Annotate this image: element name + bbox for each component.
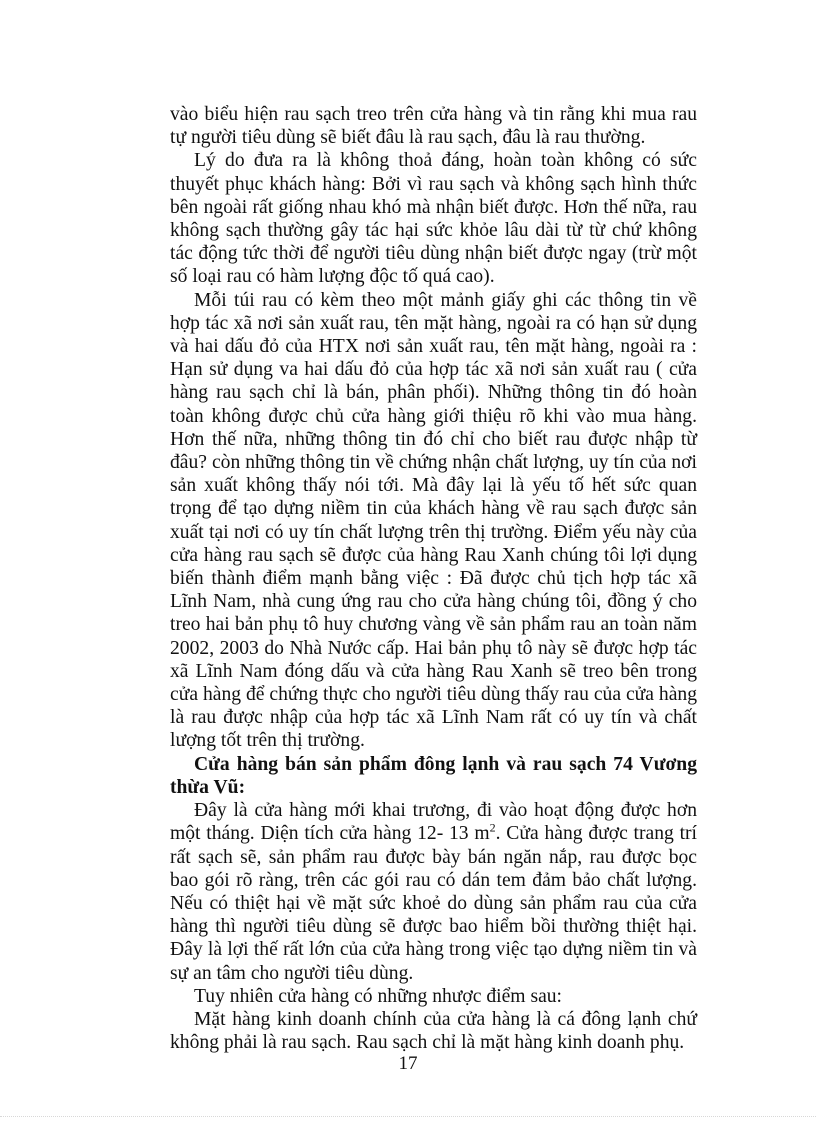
body-paragraph: Mặt hàng kinh doanh chính của cửa hàng là cá đông lạnh chứ không phải là rau sạch. Rau sạch chỉ là mặt hàng kinh doanh phụ. [170, 1008, 697, 1054]
paragraph-text-after-superscript: . Cửa hàng được trang trí rất sạch sẽ, sản phẩm rau được bày bán ngăn nắp, rau được bọc bao gói rõ ràng, trên các gói rau có dán tem đảm bảo chất lượng. Nếu có thiệt hại về mặt sức khoẻ do dùng sản phẩm rau của cửa hàng thì người tiêu dùng sẽ được bao hiểm bồi thường thiệt hại. Đây là lợi thế rất lớn của cửa hàng trong việc tạo dựng niềm tin và sự an tâm cho người tiêu dùng. [170, 823, 698, 984]
area-superscript: 2 [489, 820, 496, 835]
body-paragraph-continuation: vào biểu hiện rau sạch treo trên cửa hàng và tin rằng khi mua rau tự người tiêu dùng sẽ biết đâu là rau sạch, đâu là rau thường. [170, 104, 697, 149]
section-heading: Cửa hàng bán sản phẩm đông lạnh và rau sạch 74 Vương thừa Vũ: [170, 753, 697, 798]
paragraph-text-before-superscript: Đây là cửa hàng mới khai trương, đi vào hoạt động được hơn một tháng. Diện tích cửa hàng 12- 13 m [170, 800, 697, 845]
body-paragraph-weakness-intro: Tuy nhiên cửa hàng có những nhược điểm sau: [194, 985, 563, 1007]
body-paragraph-store-description [170, 799, 697, 985]
page-body [170, 103, 697, 1054]
body-paragraph: Lý do đưa ra là không thoả đáng, hoàn toàn không có sức thuyết phục khách hàng: Bởi vì rau sạch và không sạch hình thức bên ngoài rất giống nhau khó mà nhận biết được. Hơn thế nữa, rau không sạch thường gây tác hại sức khỏe lâu dài từ từ chứ không tác động tức thời để người tiêu dùng nhận biết được ngay (trừ một số loại rau có hàm lượng độc tố quá cao). [170, 150, 697, 288]
body-paragraph: Mỗi túi rau có kèm theo một mảnh giấy ghi các thông tin về hợp tác xã nơi sản xuất rau, tên mặt hàng, ngoài ra có hạn sử dụng và hai dấu đỏ của HTX nơi sản xuất rau, tên mặt hàng, ngoài ra : Hạn sử dụng va hai dấu đỏ của hợp tác xã nơi sản xuất rau ( cửa hàng rau sạch chỉ là bán, phân phối). Những thông tin đó hoàn toàn không được chủ cửa hàng giới thiệu rõ khi vào mua hàng. Hơn thế nữa, những thông tin đó chỉ cho biết rau được nhập từ đâu? còn những thông tin về chứng nhận chất lượng, uy tín của nơi sản xuất không thấy nói tới. Mà đây lại là yếu tố hết sức quan trọng để tạo dựng niềm tin của khách hàng về rau sạch được sản xuất tại nơi có uy tín chất lượng trên thị trường. Điểm yếu này của cửa hàng rau sạch sẽ được của hàng Rau Xanh chúng tôi lợi dụng biến thành điểm mạnh bằng việc : Đã được chủ tịch hợp tác xã Lĩnh Nam, nhà cung ứng rau cho cửa hàng chúng tôi, đồng ý cho treo hai bản phụ tô huy chương vàng về sản phẩm rau an toàn năm 2002, 2003 do Nhà Nước cấp. Hai bản phụ tô này sẽ được hợp tác xã Lĩnh Nam đóng dấu và cửa hàng Rau Xanh sẽ treo bên trong cửa hàng để chứng thực cho người tiêu dùng thấy rau của cửa hàng là rau được nhập của hợp tác xã Lĩnh Nam rất có uy tín và chất lượng tốt trên thị trường. [170, 289, 697, 752]
page-bottom-divider [0, 1116, 816, 1117]
page-number: 17 [398, 1053, 418, 1074]
